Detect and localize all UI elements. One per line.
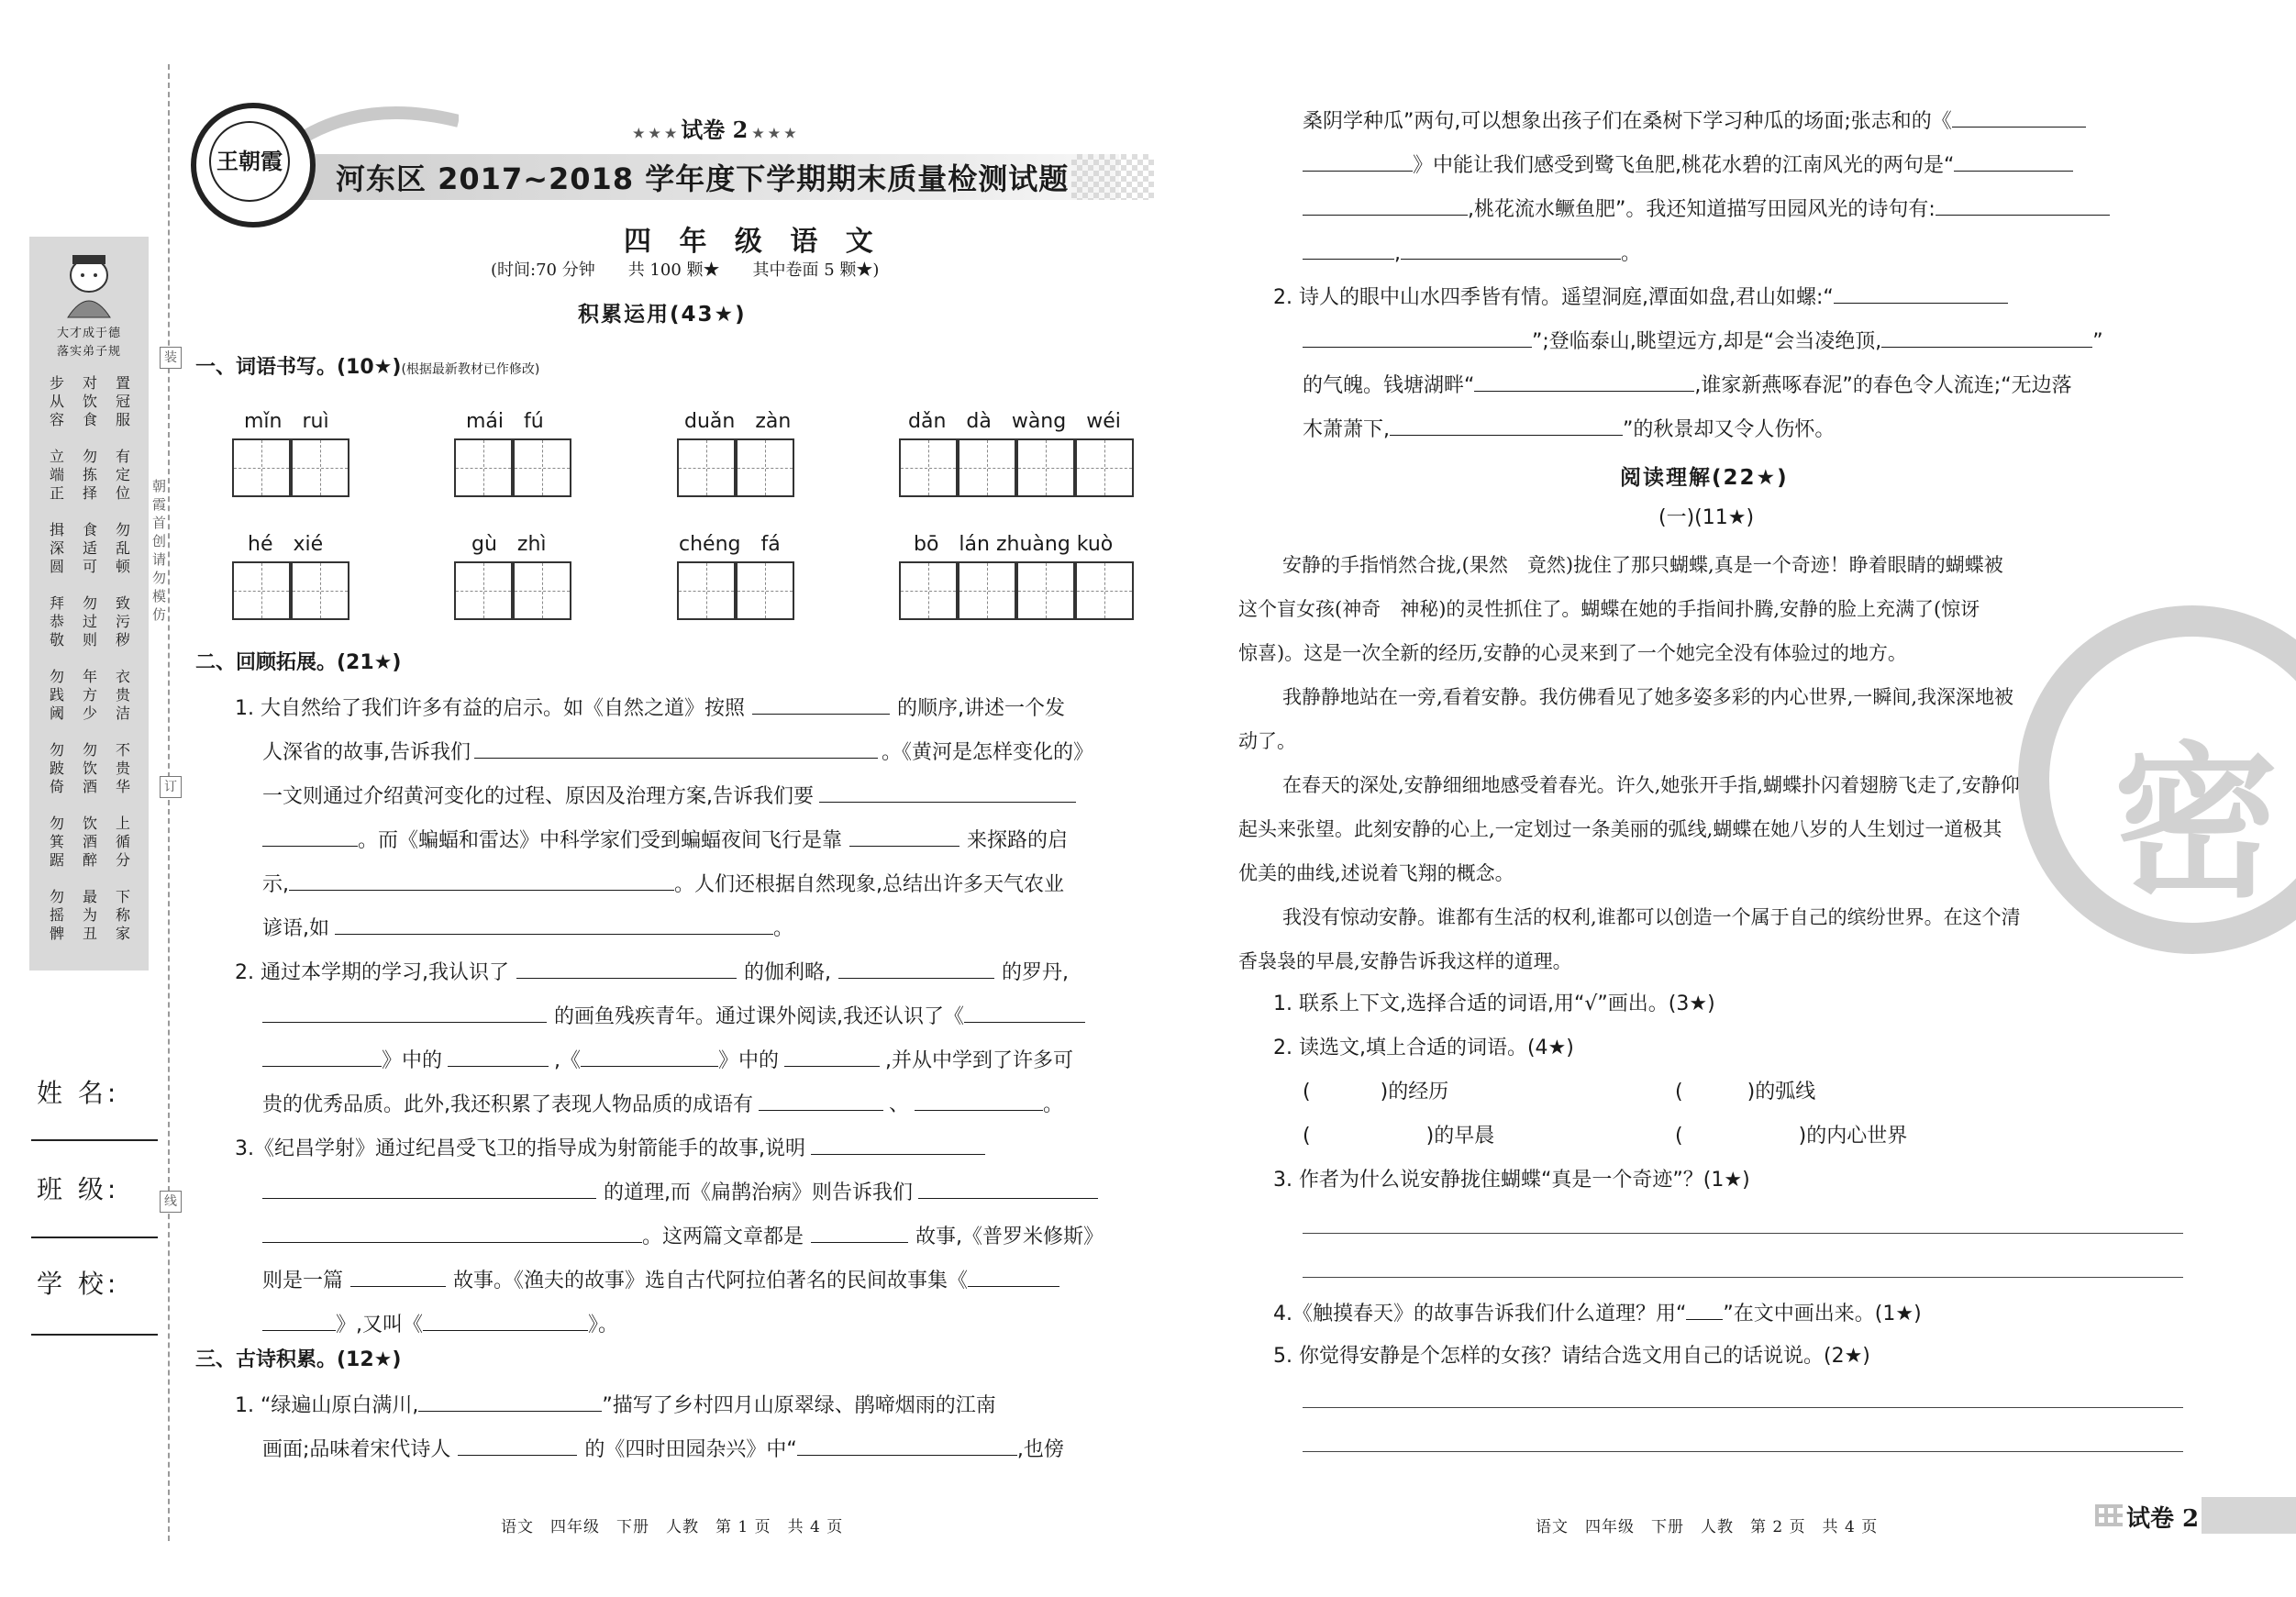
scholar-figure-icon (40, 248, 138, 319)
reading-paragraph: 动了。 (1238, 730, 1296, 752)
writing-grid[interactable] (232, 561, 291, 620)
answer-blank[interactable] (1390, 416, 1623, 436)
reading-question: 4.《触摸春天》的故事告诉我们什么道理？用“ ”在文中画出来。(1★) (1273, 1303, 1922, 1325)
q3-line: 桑阴学种瓜”两句,可以想象出孩子们在桑树下学习种瓜的场面;张志和的《 (1303, 108, 2086, 134)
motto-column: 勿拣择 (83, 448, 98, 502)
q3-line: 1. “绿遍山原白满川, ”描写了乡村四月山原翠绿、鹃啼烟雨的江南 (235, 1394, 996, 1417)
q3-line: 的气魄。钱塘湖畔“ ,谁家新燕啄春泥”的春色令人流连;“无边落 (1303, 374, 2072, 397)
q3-line: ,桃花流水鳜鱼肥”。我还知道描写田园风光的诗句有: (1303, 196, 2110, 222)
writing-grid[interactable] (899, 561, 958, 620)
q2-line: 。这两篇文章都是 故事,《普罗米修斯》 (262, 1224, 1104, 1249)
answer-blank[interactable] (752, 695, 890, 715)
answer-blank[interactable] (1952, 108, 2086, 128)
motto-column: 最为丑 (83, 888, 98, 942)
motto-column: 勿饮酒 (83, 741, 98, 795)
q2-line: 》,又叫《 》。 (262, 1312, 618, 1337)
motto-column: 上循分 (116, 815, 131, 869)
motto-column: 对饮食 (83, 374, 98, 428)
motto-column: 勿箕踞 (50, 815, 65, 869)
tag-decoration (2095, 1504, 2123, 1526)
motto-column: 衣贵洁 (116, 668, 131, 722)
q3-line: 2. 诗人的眼中山水四季皆有情。遥望洞庭,潭面如盘,君山如螺:“ (1273, 284, 2008, 310)
answer-blank[interactable] (811, 1136, 985, 1155)
motto-top: 大才成于德 (56, 327, 121, 340)
binding-line (168, 64, 170, 1541)
answer-blank[interactable] (262, 827, 358, 847)
q3-line: , 。 (1303, 240, 1641, 266)
writing-grid[interactable] (454, 561, 513, 620)
seal-mark-zhuang: 装 (160, 347, 182, 369)
footer-page-2: 语文 四年级 下册 人教 第 2 页 共 4 页 (1536, 1518, 1879, 1536)
answer-blank[interactable] (759, 1092, 883, 1111)
reading-paragraph: 安静的手指悄然合拢,(果然 竟然)拢住了那只蝴蝶,真是一个奇迹！睁着眼睛的蝴蝶被 (1282, 554, 2003, 576)
answer-blank[interactable] (1303, 196, 1468, 216)
pinyin-4: dǎn dà wàng wéi (908, 410, 1121, 433)
answer-blank[interactable] (418, 1392, 602, 1412)
q2-line: 1. 大自然给了我们许多有益的启示。如《自然之道》按照 的顺序,讲述一个发 (235, 697, 1065, 720)
writing-grid[interactable] (291, 438, 349, 497)
answer-blank[interactable] (448, 1048, 549, 1067)
answer-blank[interactable] (797, 1436, 1017, 1456)
writing-grid[interactable] (736, 561, 794, 620)
answer-blank[interactable] (1303, 240, 1394, 260)
motto-column: 不贵华 (116, 741, 131, 795)
footer-page-1: 语文 四年级 下册 人教 第 1 页 共 4 页 (501, 1518, 844, 1536)
seal-mark-ding: 订 (160, 776, 182, 798)
answer-blank[interactable] (335, 915, 773, 935)
q3-title: 三、古诗积累。(12★) (195, 1348, 402, 1371)
pinyin-7: chéng fá (679, 533, 781, 556)
reading-paragraph: 我静静地站在一旁,看着安静。我仿佛看见了她多姿多彩的内心世界,一瞬间,我深深地被 (1282, 686, 2014, 708)
motto-column: 致污秽 (116, 594, 131, 649)
motto-bottom: 落实弟子规 (56, 345, 121, 359)
answer-line[interactable] (1303, 1233, 2183, 1234)
q2-title: 二、回顾拓展。(21★) (195, 651, 402, 674)
motto-column: 下称家 (116, 888, 131, 942)
q3-line: 木萧萧下, ”的秋景却又令人伤怀。 (1303, 418, 1836, 441)
answer-blank[interactable] (1936, 196, 2110, 216)
subject-title: 四 年 级 语 文 (624, 226, 882, 258)
fill-item: ( )的早晨 (1303, 1125, 1495, 1148)
motto-column: 勿践阈 (50, 668, 65, 722)
answer-blank[interactable] (350, 1268, 446, 1287)
writing-grid[interactable] (958, 561, 1016, 620)
motto-column: 置冠服 (116, 374, 131, 428)
motto-panel (29, 237, 149, 970)
motto-column: 揖深圆 (50, 521, 65, 575)
answer-blank[interactable] (1954, 152, 2073, 172)
paper-tag: ★ ★ ★ 试卷 2 ★ ★ ★ (633, 116, 796, 143)
answer-blank[interactable] (1881, 328, 2092, 348)
answer-blank[interactable] (581, 1048, 718, 1067)
section-reading: 阅读理解(22★) (1620, 466, 1789, 490)
pinyin-3: duǎn zàn (684, 410, 792, 433)
writing-grid[interactable] (232, 438, 291, 497)
name-field[interactable] (31, 1139, 158, 1141)
seal-mark-xian: 线 (160, 1191, 182, 1213)
reading-paragraph: 这个盲女孩(神奇 神秘)的灵性抓住了。蝴蝶在她的手指间扑腾,安静的脸上充满了(惊讶 (1238, 598, 1980, 620)
answer-blank[interactable] (918, 1180, 1098, 1199)
reading-question: 2. 读选文,填上合适的词语。(4★) (1273, 1037, 1574, 1059)
motto-column: 勿跛倚 (50, 741, 65, 795)
writing-grid[interactable] (513, 561, 571, 620)
answer-blank[interactable] (1303, 328, 1532, 348)
writing-grid[interactable] (677, 561, 736, 620)
motto-column: 拜恭敬 (50, 594, 65, 649)
answer-blank[interactable] (819, 783, 1076, 803)
fill-item: ( )的内心世界 (1675, 1125, 1908, 1148)
motto-column: 勿摇髀 (50, 888, 65, 942)
writing-grid[interactable] (677, 438, 736, 497)
answer-blank[interactable] (474, 739, 878, 759)
page-tag: 试卷 2 (2126, 1505, 2200, 1533)
writing-grid[interactable] (1075, 561, 1134, 620)
answer-blank[interactable] (1303, 152, 1413, 172)
q1-title: 一、词语书写。(10★)(根据最新教材已作修改) (195, 356, 540, 379)
school-field[interactable] (31, 1334, 158, 1336)
motto-column: 食适可 (83, 521, 98, 575)
logo-text: 王朝霞 (209, 121, 290, 202)
reading-paragraph: 在春天的深处,安静细细地感受着春光。许久,她张开手指,蝴蝶扑闪着翅膀飞走了,安静仰 (1282, 774, 2020, 796)
answer-blank[interactable] (423, 1312, 588, 1331)
answer-blank[interactable] (262, 1312, 336, 1331)
reading-paragraph: 我没有惊动安静。谁都有生活的权利,谁都可以创造一个属于自己的缤纷世界。在这个清 (1282, 906, 2021, 928)
answer-blank[interactable] (784, 1048, 880, 1067)
pinyin-1: mǐn ruì (244, 410, 329, 433)
answer-line[interactable] (1303, 1277, 2183, 1278)
name-label: 姓 名: (37, 1078, 120, 1108)
class-field[interactable] (31, 1237, 158, 1238)
writing-grid[interactable] (1016, 438, 1075, 497)
answer-blank[interactable] (968, 1268, 1059, 1287)
writing-grid[interactable] (1016, 561, 1075, 620)
q2-line: 的画鱼残疾青年。通过课外阅读,我还认识了《 (262, 1004, 1085, 1029)
answer-blank[interactable] (262, 1224, 642, 1243)
writing-grid[interactable] (958, 438, 1016, 497)
answer-blank[interactable] (1401, 240, 1621, 260)
exam-title: 河东区 2017~2018 学年度下学期期末质量检测试题 (336, 161, 1070, 196)
school-label: 学 校: (37, 1269, 120, 1299)
time-info: (时间:70 分钟 共 100 颗★ 其中卷面 5 颗★) (491, 261, 880, 280)
motto-column: 立端正 (50, 448, 65, 502)
answer-blank[interactable] (289, 871, 674, 891)
q2-line: 人深省的故事,告诉我们 。《黄河是怎样变化的》 (262, 741, 1094, 764)
answer-blank[interactable] (915, 1092, 1043, 1111)
writing-grid[interactable] (1075, 438, 1134, 497)
motto-column: 步从容 (50, 374, 65, 428)
answer-blank[interactable] (964, 1004, 1085, 1023)
fill-item: ( )的经历 (1303, 1081, 1449, 1103)
answer-blank[interactable] (458, 1436, 577, 1456)
answer-line[interactable] (1303, 1407, 2183, 1408)
answer-blank[interactable] (811, 1224, 908, 1243)
answer-blank[interactable] (1474, 372, 1694, 392)
writing-grid[interactable] (291, 561, 349, 620)
pinyin-8: bō lán zhuàng kuò (914, 533, 1114, 556)
q2-line: 示, 。人们还根据自然现象,总结出许多天气农业 (262, 873, 1064, 896)
secret-watermark: 密 (2018, 605, 2296, 954)
q2-line: 的道理,而《扁鹊治病》则告诉我们 (262, 1180, 1098, 1205)
motto-column: 勿乱顿 (116, 521, 131, 575)
answer-blank[interactable] (516, 959, 737, 979)
section-accumulation: 积累运用(43★) (578, 303, 747, 327)
fill-item: ( )的弧线 (1675, 1081, 1816, 1103)
copyright-note: 朝霞首创 请勿模仿 (152, 478, 167, 623)
reading-question: 5. 你觉得安静是个怎样的女孩？请结合选文用自己的话说说。(2★) (1273, 1345, 1870, 1368)
paper-tag-label: 试卷 2 (681, 116, 749, 143)
q2-line: 贵的优秀品质。此外,我还积累了表现人物品质的成语有 、 。 (262, 1093, 1064, 1116)
writing-grid[interactable] (736, 438, 794, 497)
answer-blank[interactable] (262, 1004, 547, 1023)
motto-column: 年方少 (83, 668, 98, 722)
q2-line: 谚语,如 。 (262, 917, 794, 940)
answer-blank[interactable] (262, 1180, 596, 1199)
writing-grid[interactable] (513, 438, 571, 497)
q2-line: 2. 通过本学期的学习,我认识了 的伽利略, 的罗丹, (235, 961, 1069, 984)
q2-line: 》中的 ,《 》中的 ,并从中学到了许多可 (262, 1048, 1073, 1073)
q3-line: ”;登临泰山,眺望远方,却是“会当凌绝顶, ” (1303, 328, 2103, 354)
reading-subtitle: (一)(11★) (1658, 506, 1755, 529)
q2-line: 。而《蝙蝠和雷达》中科学家们受到蝙蝠夜间飞行是靠 来探路的启 (262, 827, 1068, 853)
brand-logo (191, 103, 316, 227)
pinyin-2: mái fú (466, 410, 544, 433)
reading-paragraph: 起头来张望。此刻安静的心上,一定划过一条美丽的弧线,蝴蝶在她八岁的人生划过一道极其 (1238, 818, 2002, 840)
reading-paragraph: 香袅袅的早晨,安静告诉我这样的道理。 (1238, 950, 1572, 972)
q2-line: 一文则通过介绍黄河变化的过程、原因及治理方案,告诉我们要 (262, 783, 1076, 809)
answer-line[interactable] (1303, 1451, 2183, 1452)
class-label: 班 级: (37, 1174, 120, 1204)
answer-blank[interactable] (1834, 284, 2008, 304)
answer-blank[interactable] (838, 959, 994, 979)
motto-column: 勿过则 (83, 594, 98, 649)
checker-decoration (1071, 154, 1154, 200)
reading-question: 1. 联系上下文,选择合适的词语,用“√”画出。(3★) (1273, 993, 1715, 1015)
q3-line: 画面;品味着宋代诗人 的《四时田园杂兴》中“ ,也傍 (262, 1438, 1064, 1461)
reading-paragraph: 惊喜)。这是一次全新的经历,安静的心灵来到了一个她完全没有体验过的地方。 (1238, 642, 1907, 664)
motto-column: 有定位 (116, 448, 131, 502)
q2-line: 则是一篇 故事。《渔夫的故事》选自古代阿拉伯著名的民间故事集《 (262, 1268, 1059, 1293)
answer-blank[interactable] (849, 827, 959, 847)
tag-band (2202, 1497, 2296, 1534)
writing-grid[interactable] (454, 438, 513, 497)
reading-paragraph: 优美的曲线,述说着飞翔的概念。 (1238, 862, 1514, 884)
answer-blank[interactable] (262, 1048, 382, 1067)
writing-grid[interactable] (899, 438, 958, 497)
pinyin-6: gù zhì (471, 533, 547, 556)
reading-question: 3. 作者为什么说安静拢住蝴蝶“真是一个奇迹”？(1★) (1273, 1169, 1750, 1192)
motto-column: 饮酒醉 (83, 815, 98, 869)
q2-line: 3.《纪昌学射》通过纪昌受飞卫的指导成为射箭能手的故事,说明 (235, 1136, 985, 1161)
q3-line: 》中能让我们感受到鹭飞鱼肥,桃花水碧的江南风光的两句是“ (1303, 152, 2073, 178)
pinyin-5: hé xié (248, 533, 324, 556)
